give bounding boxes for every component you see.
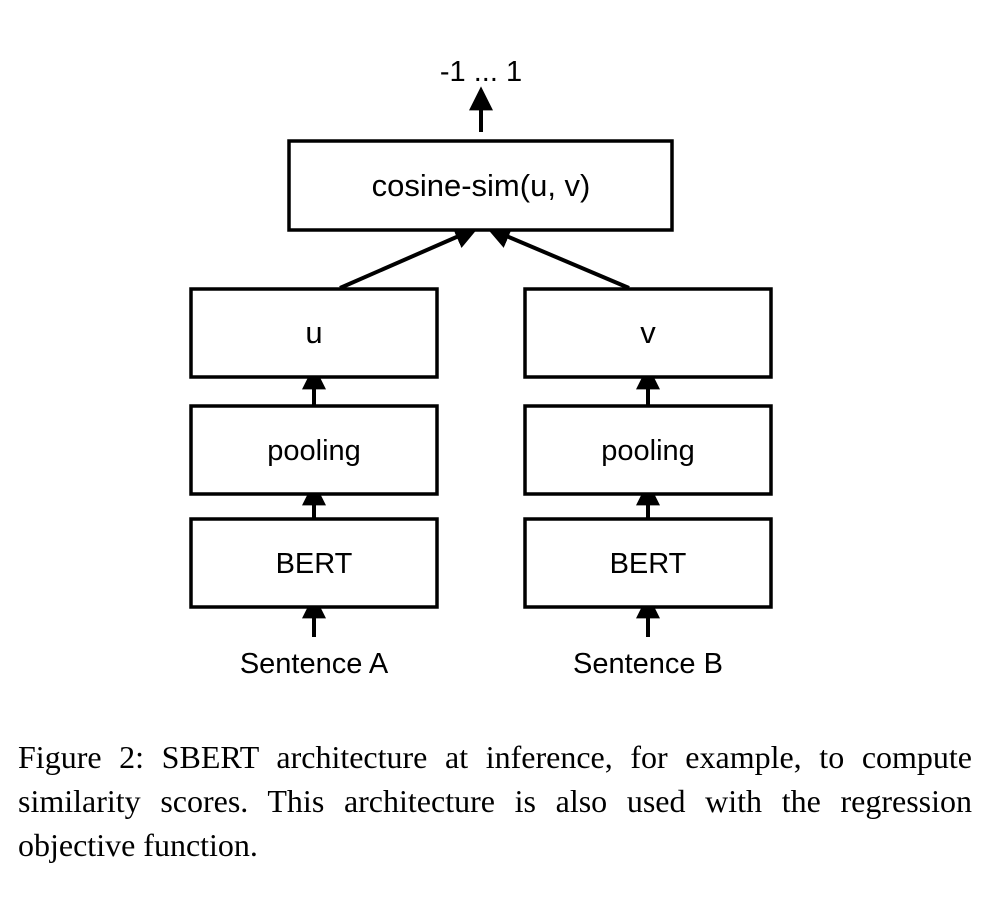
node-v-label: v (640, 315, 656, 350)
figure-caption (0, 735, 990, 867)
output-label: -1 ... 1 (439, 56, 523, 88)
node-u-label: u (305, 315, 323, 350)
input-sentence-b-label: Sentence B (573, 648, 723, 680)
edge-u-to-cosine (340, 232, 468, 288)
node-pooling-right-label: pooling (601, 435, 695, 467)
node-pooling-left-label: pooling (267, 435, 361, 467)
edge-v-to-cosine (497, 232, 629, 288)
input-sentence-a-label: Sentence A (239, 648, 389, 680)
node-bert-right-label: BERT (609, 548, 687, 580)
figure-caption-text: Figure 2: SBERT architecture at inference, for example, to compute similarity scores. This architecture is also used with the regression objective function. (18, 739, 972, 864)
node-bert-left-label: BERT (275, 548, 353, 580)
node-cosine-sim-label: cosine-sim(u, v) (371, 168, 591, 203)
